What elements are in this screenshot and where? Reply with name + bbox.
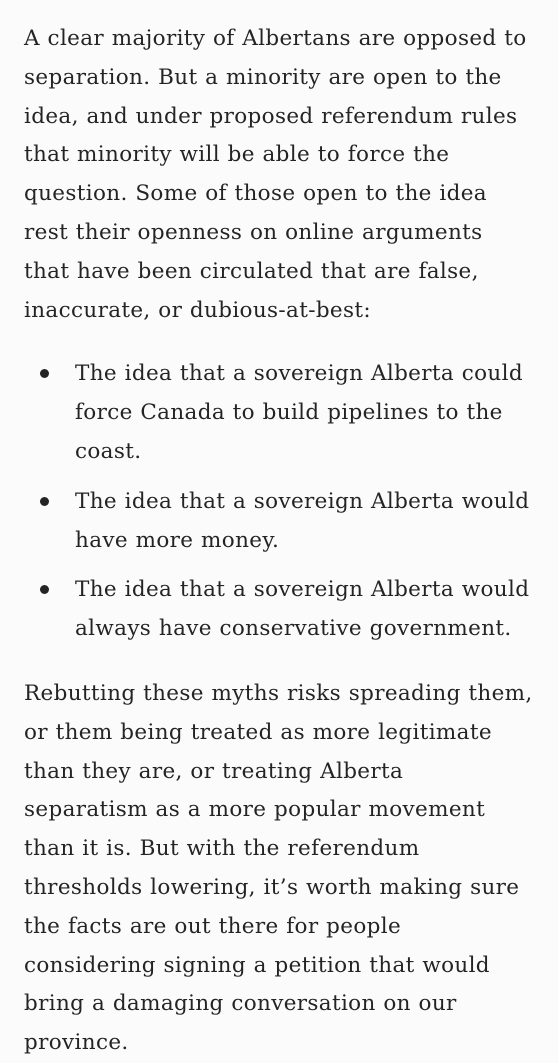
bullet-icon (40, 585, 49, 594)
list-item (24, 483, 534, 561)
bullet-icon (40, 369, 49, 378)
myths-list (24, 355, 534, 649)
conclusion-paragraph: Rebutting these myths risks spreading them, or them being treated as more legitimate than they are, or treating Alberta separatism as a more popular movement than it is. But with the referendum thresholds lowering, it’s worth making sure the facts are out there for people considering signing a petition that would bring a damaging conversation on our province. (24, 680, 533, 1056)
list-item (24, 355, 534, 471)
intro-paragraph: A clear majority of Albertans are opposed to separation. But a minority are open to the idea, and under proposed referendum rules that minority will be able to force the question. Some of those open to the idea rest their openness on online arguments that have been circulated that are false, inaccurate, or dubious-at-best: (24, 26, 527, 323)
list-item-text: The idea that a sovereign Alberta could force Canada to build pipelines to the coast. (75, 361, 523, 464)
bullet-icon (40, 497, 49, 506)
list-item-text: The idea that a sovereign Alberta would always have conservative government. (75, 577, 530, 642)
list-item-text: The idea that a sovereign Alberta would have more money. (75, 488, 530, 553)
list-item (24, 571, 534, 649)
